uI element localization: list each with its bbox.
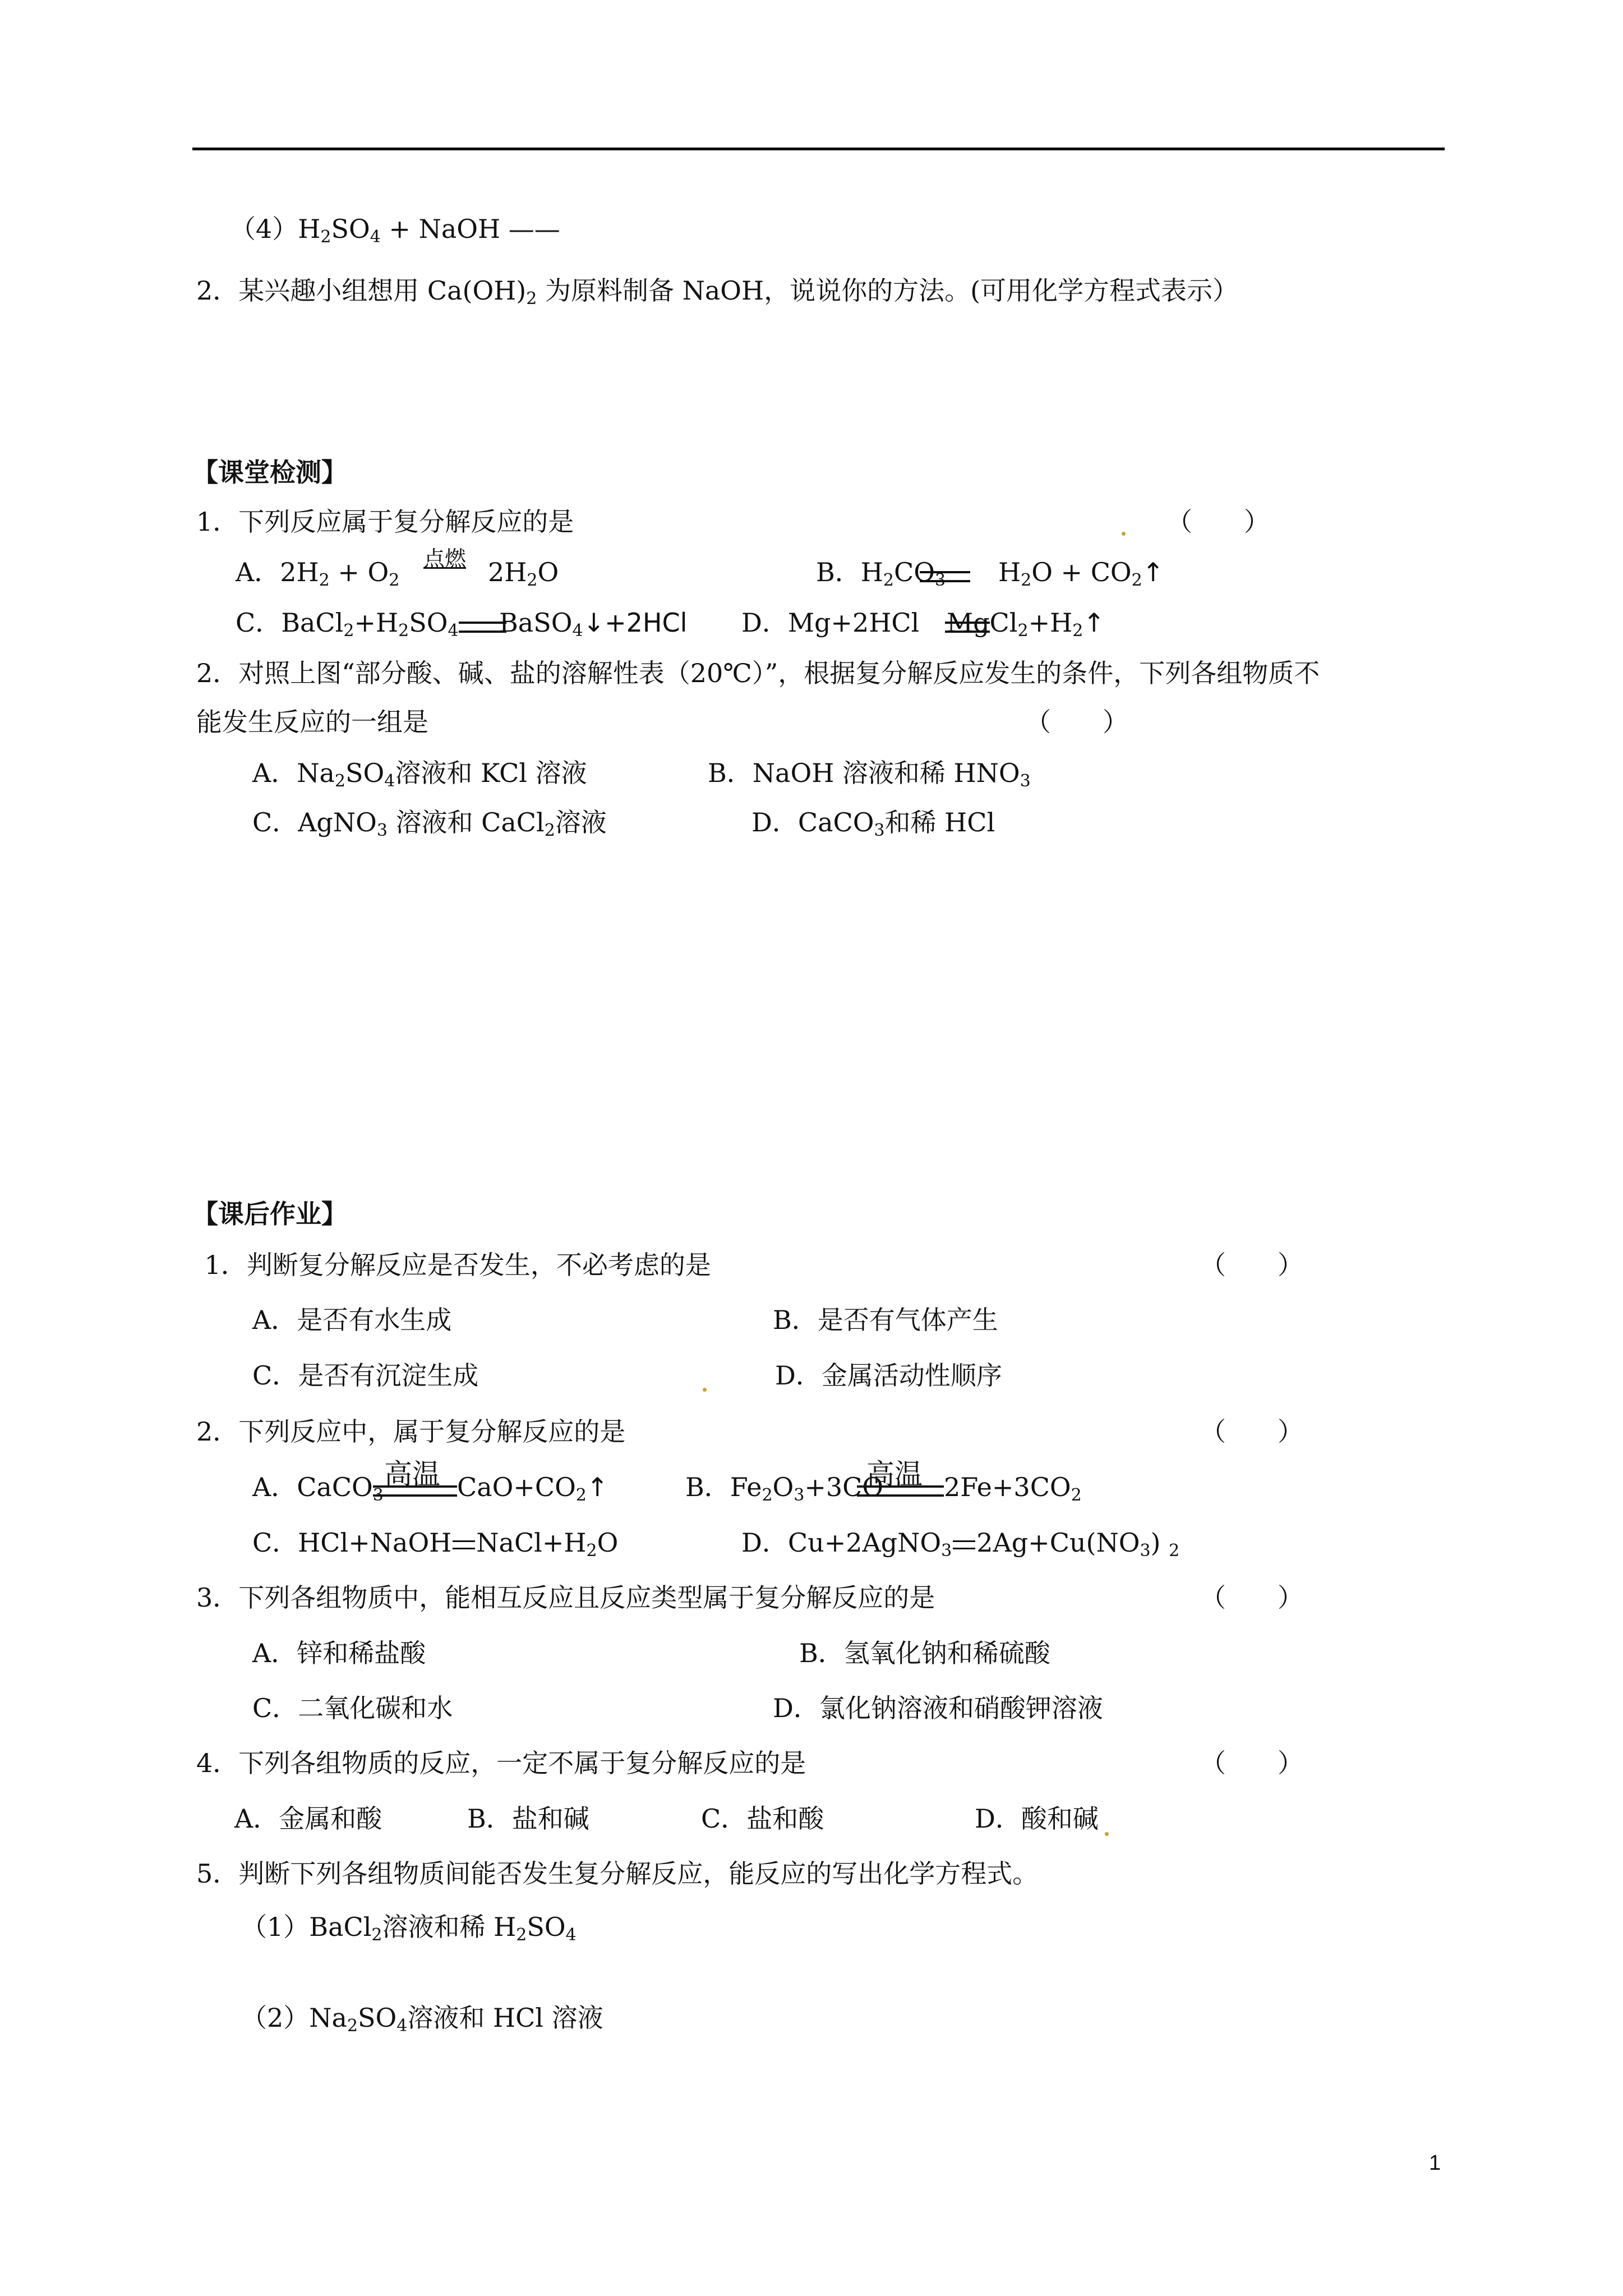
homework-q4-option-d: D．酸和碱 <box>975 1803 1099 1834</box>
homework-q5-item1: （1）BaCl$_2$溶液和稀 $H_2SO_4$ <box>241 1912 577 1945</box>
classroom-q1-option-d: D．Mg+2HCl <box>741 608 920 638</box>
classroom-q2-line2: 能发生反应的一组是 <box>196 707 428 737</box>
classroom-q1-option-a-product: $2H_2O$ <box>488 557 559 590</box>
homework-q4-option-b: B．盐和碱 <box>467 1803 589 1834</box>
classroom-q1-option-c: C．$BaCl_2+H_2SO_4$ <box>236 608 459 641</box>
classroom-q2-option-d: D．CaCO$_3$和稀 HCl <box>751 807 995 840</box>
equals-sign <box>857 1485 944 1497</box>
homework-q5: 5．判断下列各组物质间能否发生复分解反应，能反应的写出化学方程式。 <box>196 1858 1039 1889</box>
classroom-q1-option-b-product: $H_2O$ + $CO_2↑$ <box>998 557 1164 590</box>
stray-dot <box>1122 532 1126 536</box>
homework-q5-item2: $(2)Na_2SO_4$溶液和 HCl 溶液 <box>241 2003 603 2036</box>
homework-q3-option-a: A．锌和稀盐酸 <box>252 1638 426 1668</box>
stray-dot <box>703 1388 707 1392</box>
condition-high-temp: 高温 <box>384 1458 440 1490</box>
homework-q1-option-c: C．是否有沉淀生成 <box>252 1360 479 1391</box>
classroom-q1: 1．下列反应属于复分解反应的是 <box>196 507 574 537</box>
homework-q1-answer-paren: （ ） <box>1200 1250 1303 1280</box>
condition-high-temp: 高温 <box>866 1458 923 1490</box>
homework-q2-answer-paren: （ ） <box>1200 1416 1303 1447</box>
page-number: 1 <box>1429 2151 1441 2175</box>
homework-q1-option-d: D．金属活动性顺序 <box>775 1360 1002 1391</box>
homework-q3-option-c: C．二氧化碳和水 <box>252 1693 453 1723</box>
classroom-q1-option-b: B．$H_2CO_3$ <box>816 557 946 590</box>
classroom-q2-answer-paren: （ ） <box>1025 707 1128 737</box>
homework-q4: 4．下列各组物质的反应，一定不属于复分解反应的是 <box>196 1748 806 1778</box>
equals-sign <box>953 1540 975 1549</box>
homework-q2-option-a-product: $CaO+CO_2↑$ <box>457 1472 608 1505</box>
equals-sign <box>920 571 970 582</box>
homework-q4-option-a: A．金属和酸 <box>234 1803 382 1834</box>
stray-dot <box>1105 1832 1109 1836</box>
homework-q2: 2．下列反应中，属于复分解反应的是 <box>196 1416 626 1447</box>
condition-ignite: 点燃 <box>423 546 467 571</box>
classroom-q1-answer-paren: （ ） <box>1166 507 1270 537</box>
homework-q3-answer-paren: （ ） <box>1200 1582 1303 1613</box>
classroom-q2-option-a: A．$Na_2SO_4$溶液和 KCl 溶液 <box>252 758 587 791</box>
classroom-q1-option-d-product: $MgCl_2+H_2↑$ <box>947 608 1105 641</box>
homework-q2-option-d: D．Cu+2AgNO$_3$ $2Ag+Cu(NO_3)$ $_2$ <box>741 1527 1180 1561</box>
classroom-q1-option-c-product: BaSO$_4$↓+2HCl <box>499 608 688 641</box>
line-h2so4-naoh: $(4)H_2SO_4$ + NaOH —— <box>230 214 560 247</box>
homework-q3-option-b: B．氢氧化钠和稀硫酸 <box>799 1638 1050 1668</box>
question-caoh2: 2．某兴趣小组想用 $Ca(OH)_2$ 为原料制备 NaOH，说说你的方法。(可用化学方程式表示） <box>196 275 1239 309</box>
homework-q3-option-d: D．氯化钠溶液和硝酸钾溶液 <box>773 1693 1103 1723</box>
homework-q1-option-a: A．是否有水生成 <box>252 1305 452 1335</box>
homework-q2-option-c: C．HCl+NaOH $NaCl+H_2O$ <box>252 1527 619 1561</box>
header-rule <box>192 148 1445 150</box>
classroom-q2-line1: 2．对照上图“部分酸、碱、盐的溶解性表（20℃）”，根据复分解反应发生的条件，下列各组物质不 <box>196 658 1320 688</box>
classroom-q1-option-a: A．$2H_2 + O_2$ <box>236 557 400 590</box>
homework-q2-option-b-product: $2Fe+3CO_2$ <box>944 1472 1082 1505</box>
equals-sign <box>453 1540 475 1549</box>
homework-q3: 3．下列各组物质中，能相互反应且反应类型属于复分解反应的是 <box>196 1582 935 1613</box>
classroom-q2-option-c: C．AgNO$_3$ 溶液和 CaCl$_2$溶液 <box>252 807 607 840</box>
homework-q1: 1．判断复分解反应是否发生，不必考虑的是 <box>196 1250 711 1280</box>
homework-q4-option-c: C．盐和酸 <box>701 1803 824 1834</box>
equals-sign <box>373 1485 457 1497</box>
section-homework: 【课后作业】 <box>192 1199 347 1229</box>
homework-q2-option-b: B．$Fe_2O_3+3CO$ <box>685 1472 884 1505</box>
homework-q2-option-a: A．CaCO$_3$ <box>252 1472 384 1505</box>
homework-q4-answer-paren: （ ） <box>1200 1748 1303 1778</box>
homework-q1-option-b: B．是否有气体产生 <box>773 1305 998 1335</box>
section-classroom-test: 【课堂检测】 <box>192 457 347 487</box>
classroom-q2-option-b: B．NaOH 溶液和稀 $HNO_3$ <box>708 758 1031 791</box>
